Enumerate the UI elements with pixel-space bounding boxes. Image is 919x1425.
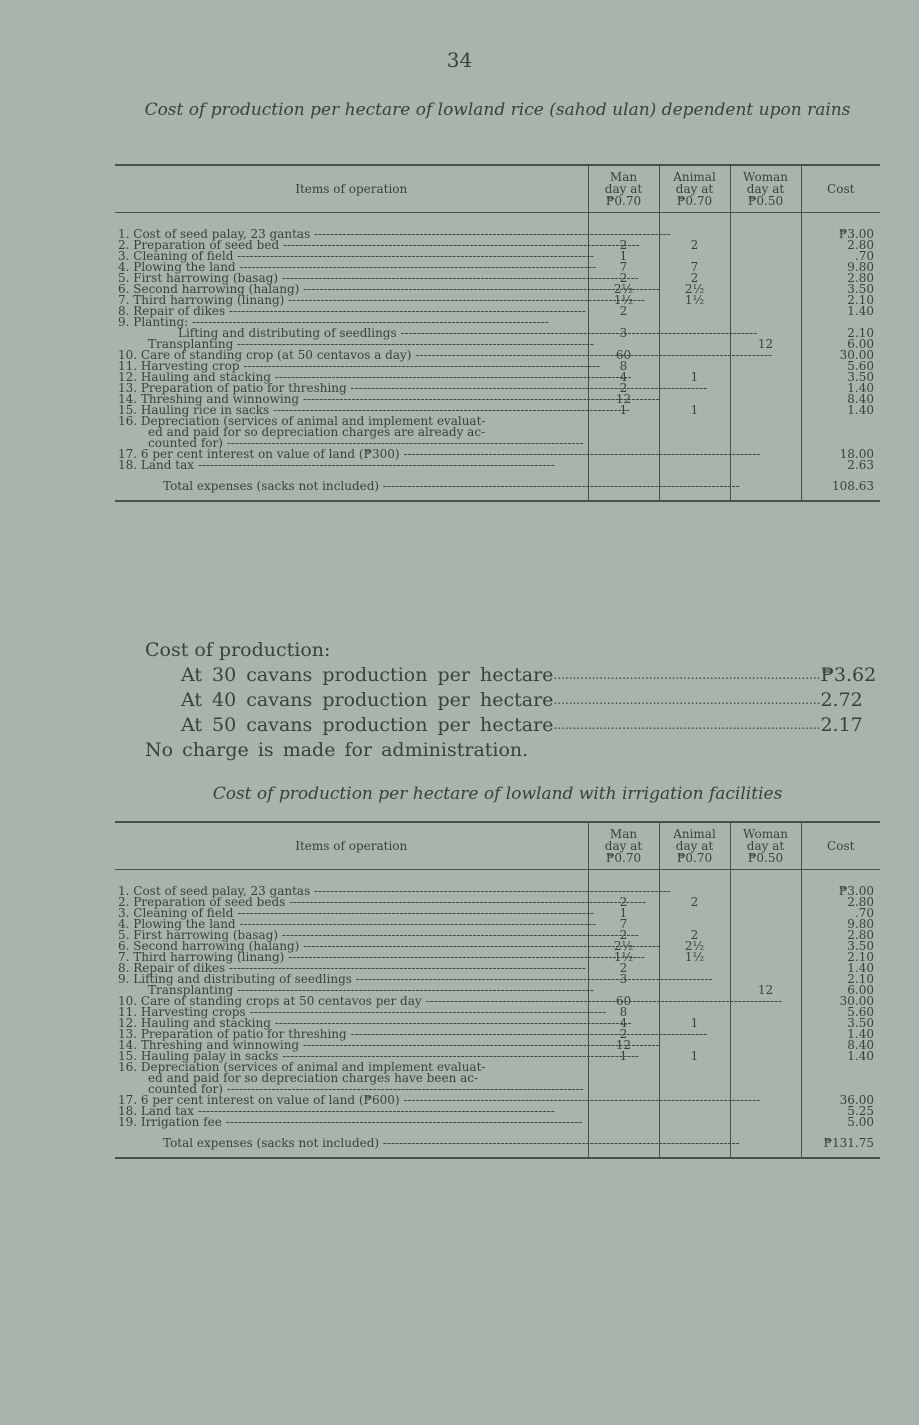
man-days-cell: 3	[588, 974, 659, 985]
header-items: Items of operation	[115, 165, 588, 213]
man-days-cell: 2½	[588, 284, 659, 295]
animal-days-cell: 1	[659, 1018, 730, 1029]
woman-days-cell	[730, 1007, 801, 1018]
cost-cell: 9.80	[801, 262, 880, 273]
item-label: 19. Irrigation fee -----	[118, 1117, 585, 1128]
item-label: 9. Planting: -----	[118, 317, 585, 328]
item-label: 11. Harvesting crops -----	[118, 1007, 585, 1018]
animal-days-cell: 1	[659, 372, 730, 383]
man-days-cell: 2	[588, 897, 659, 908]
woman-days-cell	[730, 383, 801, 394]
item-cell	[115, 416, 588, 449]
man-days-cell: 2	[588, 306, 659, 317]
item-label: Transplanting -----	[118, 339, 585, 350]
woman-days-cell	[730, 284, 801, 295]
animal-days-cell: 2½	[659, 941, 730, 952]
cost-cell: 2.80	[801, 240, 880, 251]
woman-days-cell	[730, 930, 801, 941]
cost-cell: 18.00	[801, 449, 880, 460]
item-label: 13. Preparation of patio for threshing -----	[118, 1029, 585, 1040]
header-items: Items of operation	[115, 822, 588, 870]
cost-cell: 1.40	[801, 306, 880, 317]
item-cell	[115, 460, 588, 471]
cost-cell: 2.80	[801, 273, 880, 284]
animal-days-cell	[659, 416, 730, 449]
woman-days-cell	[730, 361, 801, 372]
cost-cell: 1.40	[801, 1051, 880, 1062]
item-label-line: 16. Depreciation (services of animal and implement evaluat-	[118, 414, 486, 428]
item-label: 1. Cost of seed palay, 23 gantas -----	[118, 229, 585, 240]
table1-caption: Cost of production per hectare of lowland rice (sahod ulan) dependent upon rains	[144, 100, 851, 120]
woman-days-cell	[730, 460, 801, 471]
woman-days-cell	[730, 295, 801, 306]
man-days-cell: 1½	[588, 295, 659, 306]
woman-days-cell: 12	[730, 985, 801, 996]
cost-cell: 2.10	[801, 295, 880, 306]
cost-cell: 5.25	[801, 1106, 880, 1117]
man-days-cell: 4	[588, 372, 659, 383]
man-days-cell: 2	[588, 383, 659, 394]
woman-days-cell	[730, 963, 801, 974]
item-label: 2. Preparation of seed bed -----	[118, 240, 585, 251]
cost-cell: 36.00	[801, 1095, 880, 1106]
man-days-cell: 4	[588, 1018, 659, 1029]
item-label: 13. Preparation of patio for threshing -----	[118, 383, 585, 394]
man-days-cell: 60	[588, 350, 659, 361]
man-days-cell	[588, 460, 659, 471]
item-label: 17. 6 per cent interest on value of land (₱300) -----	[118, 449, 585, 460]
table-row	[115, 1062, 880, 1095]
item-label: 2. Preparation of seed beds -----	[118, 897, 585, 908]
total-empty-cell	[730, 471, 801, 501]
cost-cell: 8.40	[801, 1040, 880, 1051]
total-empty-cell	[730, 1128, 801, 1158]
cost-cell: 1.40	[801, 963, 880, 974]
woman-days-cell	[730, 262, 801, 273]
man-days-cell: 2	[588, 963, 659, 974]
summary-heading: Cost of production:	[145, 639, 331, 661]
man-days-cell: 12	[588, 394, 659, 405]
cost-cell: 2.10	[801, 974, 880, 985]
man-days-cell: 1½	[588, 952, 659, 963]
item-label: 18. Land tax -----	[118, 460, 585, 471]
total-label-cell	[115, 1128, 588, 1158]
summary-row: At 30 cavans production per hectare ...................................................................... ₱3.62	[181, 664, 877, 686]
total-cost: ₱131.75	[801, 1128, 880, 1158]
header-cost: Cost	[801, 165, 880, 213]
item-label: 6. Second harrowing (halang) -----	[118, 284, 585, 295]
animal-days-cell	[659, 1117, 730, 1128]
table-body	[115, 870, 880, 1159]
table-row	[115, 416, 880, 449]
total-cost: 108.63	[801, 471, 880, 501]
man-days-cell: 8	[588, 361, 659, 372]
item-cell	[115, 1117, 588, 1128]
table2-caption: Cost of production per hectare of lowland with irrigation facilities	[212, 784, 783, 804]
cost-cell: 5.00	[801, 1117, 880, 1128]
woman-days-cell	[730, 273, 801, 284]
total-row	[115, 1128, 880, 1158]
item-label: 12. Hauling and stacking -----	[118, 1018, 585, 1029]
item-label: 7. Third harrowing (linang) -----	[118, 952, 585, 963]
man-days-cell: 1	[588, 251, 659, 262]
woman-days-cell	[730, 1062, 801, 1095]
woman-days-cell	[730, 416, 801, 449]
summary-row: At 40 cavans production per hectare ...................................................................... 2.72	[181, 689, 863, 711]
summary-note: No charge is made for administration.	[145, 739, 529, 761]
animal-days-cell: 2	[659, 240, 730, 251]
item-label: 8. Repair of dikes -----	[118, 963, 585, 974]
item-label: 7. Third harrowing (linang) -----	[118, 295, 585, 306]
woman-days-cell	[730, 886, 801, 897]
cost-cell: ₱3.00	[801, 886, 880, 897]
man-days-cell	[588, 416, 659, 449]
man-days-cell: 1	[588, 908, 659, 919]
man-days-cell: 60	[588, 996, 659, 1007]
man-days-cell	[588, 1106, 659, 1117]
woman-days-cell	[730, 897, 801, 908]
item-label: 6. Second harrowing (halang) -----	[118, 941, 585, 952]
item-label: 9. Lifting and distributing of seedlings -----	[118, 974, 585, 985]
man-days-cell: 7	[588, 262, 659, 273]
cost-cell: 3.50	[801, 284, 880, 295]
total-label: Total expenses (sacks not included) -----	[163, 1138, 585, 1149]
woman-days-cell	[730, 1117, 801, 1128]
table-row	[115, 1117, 880, 1128]
woman-days-cell	[730, 405, 801, 416]
item-label: 15. Hauling rice in sacks -----	[118, 405, 585, 416]
item-label: 10. Care of standing crops at 50 centavos per day -----	[118, 996, 585, 1007]
animal-days-cell: 2½	[659, 284, 730, 295]
cost-cell: .70	[801, 908, 880, 919]
animal-days-cell	[659, 1062, 730, 1095]
cost-cell: 9.80	[801, 919, 880, 930]
animal-days-cell: 2	[659, 897, 730, 908]
woman-days-cell	[730, 1018, 801, 1029]
woman-days-cell	[730, 229, 801, 240]
man-days-cell: 2	[588, 1029, 659, 1040]
item-label-line: counted for) -----	[118, 1084, 585, 1095]
item-label-line: ed and paid for so depreciation charges have been ac-	[148, 1071, 479, 1085]
woman-days-cell	[730, 1051, 801, 1062]
cost-cell: 2.80	[801, 897, 880, 908]
animal-days-cell	[659, 306, 730, 317]
item-label: 5. First harrowing (basag) -----	[118, 930, 585, 941]
man-days-cell: 12	[588, 1040, 659, 1051]
cost-cell: 1.40	[801, 405, 880, 416]
table-header	[115, 822, 880, 870]
item-label: 3. Cleaning of field -----	[118, 908, 585, 919]
item-label: 8. Repair of dikes -----	[118, 306, 585, 317]
cost-cell: 8.40	[801, 394, 880, 405]
header-cost: Cost	[801, 822, 880, 870]
spacer-cell	[730, 870, 801, 887]
header-woman: Woman day at ₱0.50	[730, 165, 801, 213]
woman-days-cell	[730, 394, 801, 405]
animal-days-cell: 1½	[659, 295, 730, 306]
animal-days-cell: 7	[659, 262, 730, 273]
item-label: 12. Hauling and stacking -----	[118, 372, 585, 383]
total-label: Total expenses (sacks not included) -----	[163, 481, 585, 492]
summary-row: At 50 cavans production per hectare ...................................................................... 2.17	[181, 714, 863, 736]
man-days-cell: 2	[588, 240, 659, 251]
man-days-cell: 8	[588, 1007, 659, 1018]
header-woman: Woman day at ₱0.50	[730, 822, 801, 870]
animal-days-cell	[659, 1106, 730, 1117]
man-days-cell: 3	[588, 328, 659, 339]
cost-cell: 30.00	[801, 350, 880, 361]
woman-days-cell	[730, 1040, 801, 1051]
header-animal: Animal day at ₱0.70	[659, 165, 730, 213]
man-days-cell	[588, 1117, 659, 1128]
page-number: 34	[446, 48, 473, 72]
woman-days-cell	[730, 240, 801, 251]
table-body	[115, 213, 880, 502]
item-label-line: counted for) -----	[118, 438, 585, 449]
cost-cell: 6.00	[801, 339, 880, 350]
cost-cell: 2.10	[801, 952, 880, 963]
item-label-line: ed and paid for so depreciation charges are already ac-	[148, 425, 486, 439]
woman-days-cell	[730, 919, 801, 930]
woman-days-cell	[730, 251, 801, 262]
item-label: Transplanting -----	[118, 985, 585, 996]
cost-summary	[145, 638, 877, 763]
cost-cell: 5.60	[801, 361, 880, 372]
cost-cell: .70	[801, 251, 880, 262]
item-label: 5. First harrowing (basag) -----	[118, 273, 585, 284]
cost-cell: 2.80	[801, 930, 880, 941]
woman-days-cell	[730, 1106, 801, 1117]
woman-days-cell	[730, 306, 801, 317]
woman-days-cell	[730, 952, 801, 963]
cost-table-rainfed	[115, 164, 880, 502]
woman-days-cell	[730, 1029, 801, 1040]
animal-days-cell	[659, 460, 730, 471]
cost-table-irrigated	[115, 821, 880, 1159]
item-label: 17. 6 per cent interest on value of land (₱600) -----	[118, 1095, 585, 1106]
woman-days-cell	[730, 908, 801, 919]
header-man: Man day at ₱0.70	[588, 822, 659, 870]
item-label: 18. Land tax -----	[118, 1106, 585, 1117]
man-days-cell: 1	[588, 1051, 659, 1062]
item-label: 4. Plowing the land -----	[118, 919, 585, 930]
item-label: 10. Care of standing crop (at 50 centavos a day) -----	[118, 350, 585, 361]
cost-cell: ₱3.00	[801, 229, 880, 240]
animal-days-cell: 1	[659, 1051, 730, 1062]
woman-days-cell	[730, 941, 801, 952]
cost-cell: 3.50	[801, 372, 880, 383]
man-days-cell: 2	[588, 273, 659, 284]
table-header	[115, 165, 880, 213]
man-days-cell: 2	[588, 930, 659, 941]
spacer-cell	[730, 213, 801, 230]
item-label: 15. Hauling palay in sacks -----	[118, 1051, 585, 1062]
animal-days-cell: 2	[659, 930, 730, 941]
header-animal: Animal day at ₱0.70	[659, 822, 730, 870]
cost-cell: 3.50	[801, 1018, 880, 1029]
man-days-cell	[588, 1062, 659, 1095]
cost-cell: 5.60	[801, 1007, 880, 1018]
cost-cell: 2.10	[801, 328, 880, 339]
man-days-cell: 2½	[588, 941, 659, 952]
cost-cell: 30.00	[801, 996, 880, 1007]
cost-cell: 1.40	[801, 383, 880, 394]
item-cell	[115, 1062, 588, 1095]
item-label: 14. Threshing and winnowing -----	[118, 394, 585, 405]
animal-days-cell	[659, 908, 730, 919]
header-man: Man day at ₱0.70	[588, 165, 659, 213]
woman-days-cell: 12	[730, 339, 801, 350]
man-days-cell: 1	[588, 405, 659, 416]
item-label: 14. Threshing and winnowing -----	[118, 1040, 585, 1051]
item-label: 4. Plowing the land -----	[118, 262, 585, 273]
animal-days-cell: 1	[659, 405, 730, 416]
cost-cell	[801, 1062, 880, 1095]
woman-days-cell	[730, 372, 801, 383]
animal-days-cell: 2	[659, 273, 730, 284]
item-label: 11. Harvesting crop -----	[118, 361, 585, 372]
cost-cell: 2.63	[801, 460, 880, 471]
item-label: Lifting and distributing of seedlings -----	[118, 328, 585, 339]
item-label: 3. Cleaning of field -----	[118, 251, 585, 262]
total-label-cell	[115, 471, 588, 501]
cost-cell: 1.40	[801, 1029, 880, 1040]
cost-cell: 3.50	[801, 941, 880, 952]
cost-cell	[801, 416, 880, 449]
total-row	[115, 471, 880, 501]
cost-cell: 6.00	[801, 985, 880, 996]
man-days-cell: 7	[588, 919, 659, 930]
animal-days-cell: 1½	[659, 952, 730, 963]
table-row	[115, 460, 880, 471]
item-label: 1. Cost of seed palay, 23 gantas -----	[118, 886, 585, 897]
item-label-line: 16. Depreciation (services of animal and implement evaluat-	[118, 1060, 486, 1074]
